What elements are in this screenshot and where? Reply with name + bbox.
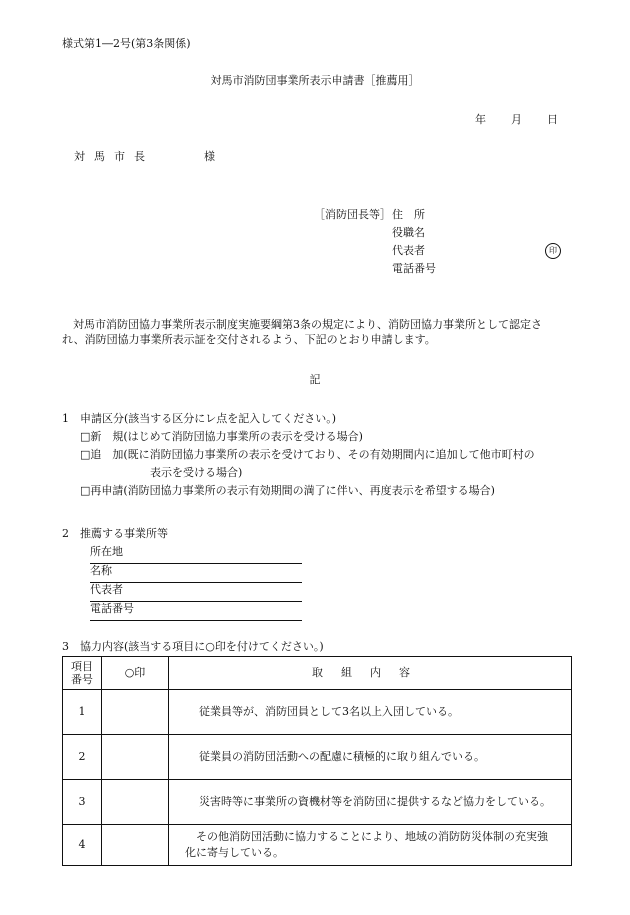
form-code: 様式第1―2号(第3条関係) [62, 37, 191, 50]
row-number: 3 [63, 780, 102, 825]
seal-mark: 印 [545, 243, 561, 259]
applicant-role: ［消防団長等］ [314, 208, 391, 221]
table-row [63, 780, 572, 825]
date-day: 日 [547, 113, 558, 126]
row-mark-cell[interactable] [102, 780, 169, 825]
addressee-honorific: 様 [204, 150, 215, 163]
row-text-line-2: 化に寄与している。 [185, 846, 284, 859]
table-row [63, 825, 572, 866]
table-row [63, 735, 572, 780]
row-mark-cell[interactable] [102, 825, 169, 866]
intro-line-1: 対馬市消防団協力事業所表示制度実施要綱第3条の規定により、消防団協力事業所として認定さ [62, 318, 542, 331]
row-text: 従業員等が、消防団員として3名以上入団している。 [199, 705, 459, 719]
row-description [169, 780, 572, 825]
header-item-number [63, 657, 102, 690]
table-row [63, 690, 572, 735]
row-text: 災害時等に事業所の資機材等を消防団に提供するなど協力をしている。 [199, 795, 551, 809]
section2-heading: 2 推薦する事業所等 [62, 527, 168, 540]
option-add-cont: 表示を受ける場合) [150, 466, 243, 479]
row-mark-cell[interactable] [102, 690, 169, 735]
row-description [169, 735, 572, 780]
applicant-position-label: 役職名 [392, 226, 425, 239]
header-no-line-2: 番号 [71, 673, 93, 686]
section1-heading: 1 申請区分(該当する区分にレ点を記入してください。) [62, 412, 337, 425]
row-number: 4 [63, 825, 102, 866]
row-text: 従業員の消防団活動への配慮に積極的に取り組んでいる。 [199, 750, 485, 764]
applicant-address-label: 住 所 [392, 208, 425, 221]
row-description [169, 690, 572, 735]
header-mark: ○印 [102, 657, 169, 690]
date-year: 年 [475, 113, 486, 126]
business-phone-field[interactable]: 電話番号 [90, 602, 302, 621]
ki-heading: 記 [309, 373, 321, 386]
business-name-field[interactable]: 名称 [90, 564, 302, 583]
row-number: 1 [63, 690, 102, 735]
business-representative-field[interactable]: 代表者 [90, 583, 302, 602]
date-month: 月 [511, 113, 522, 126]
section3-heading: 3 協力内容(該当する項目に○印を付けてください。) [62, 640, 324, 653]
business-location-field[interactable]: 所在地 [90, 545, 302, 564]
intro-line-2: れ、消防団協力事業所表示証を交付されるよう、下記のとおり申請します。 [62, 332, 436, 346]
option-renew[interactable]: □再申請(消防団協力事業所の表示有効期間の満了に伴い、再度表示を希望する場合) [80, 484, 495, 497]
row-number: 2 [63, 735, 102, 780]
applicant-representative-label: 代表者 [392, 244, 425, 257]
applicant-phone-label: 電話番号 [392, 262, 436, 275]
addressee-name: 対馬市長 [74, 150, 154, 163]
row-description [169, 825, 572, 866]
date-line [475, 113, 558, 128]
table-header-row [63, 657, 572, 690]
header-no-line-1: 項目 [71, 659, 93, 673]
section-application-type [62, 412, 535, 502]
contribution-table [62, 656, 572, 866]
section-recommended-business [62, 527, 302, 621]
document-title: 対馬市消防団事業所表示申請書［推薦用］ [210, 74, 420, 87]
option-add[interactable]: □追 加(既に消防団協力事業所の表示を受けており、その有効期間内に追加して他市町村の [80, 448, 535, 461]
option-new[interactable]: □新 規(はじめて消防団協力事業所の表示を受ける場合) [80, 430, 363, 443]
applicant-fields [392, 208, 436, 280]
intro-paragraph [62, 318, 582, 348]
header-content: 取組内容 [169, 657, 572, 690]
row-text-line-1: その他消防団活動に協力することにより、地域の消防防災体制の充実強 [185, 830, 548, 844]
row-mark-cell[interactable] [102, 735, 169, 780]
